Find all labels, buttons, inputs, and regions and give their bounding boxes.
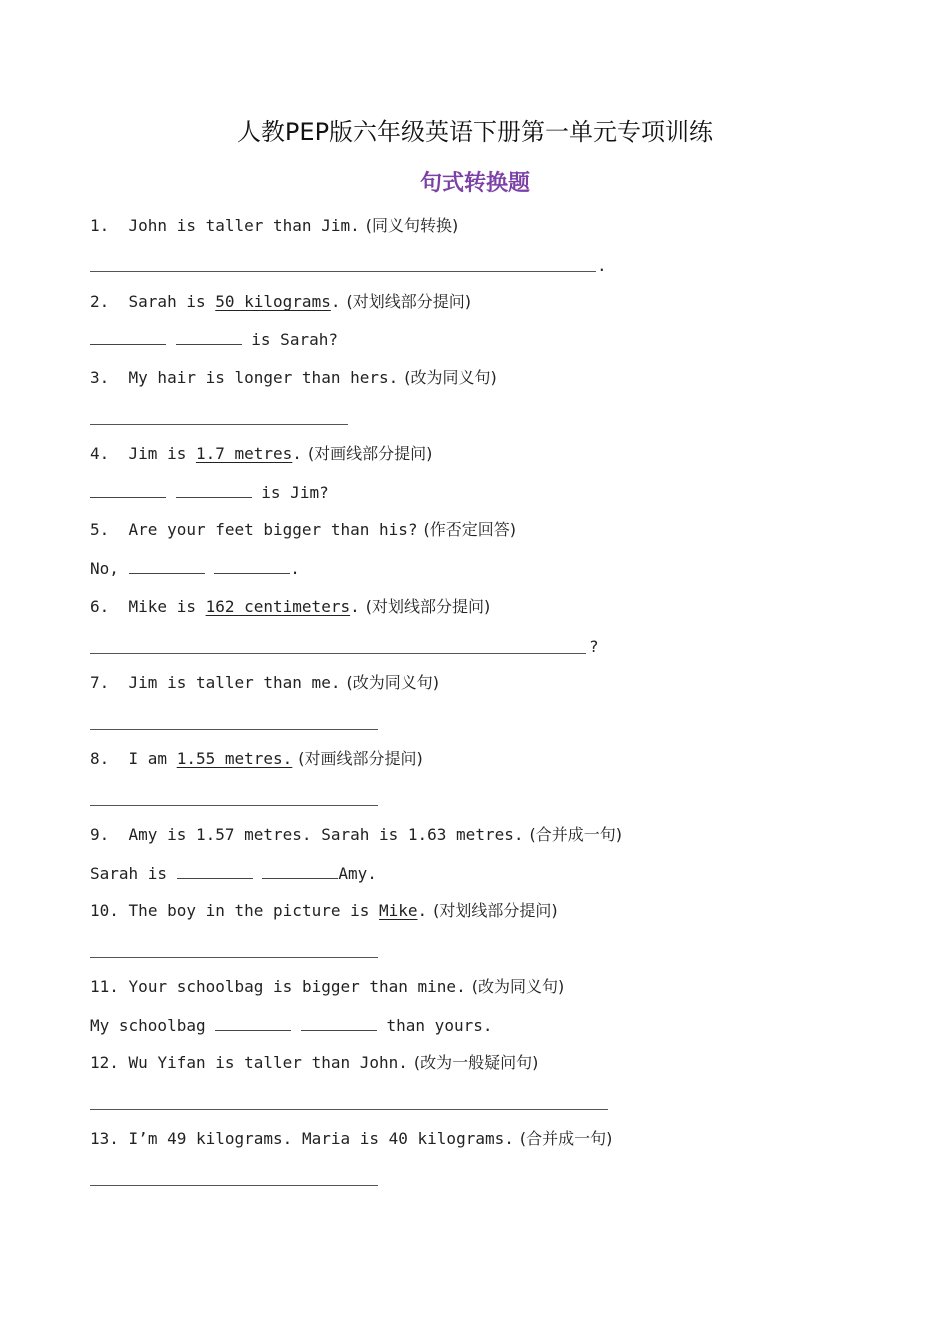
blank[interactable] bbox=[176, 481, 252, 498]
q-number: 7. bbox=[90, 673, 110, 692]
blank[interactable] bbox=[90, 481, 166, 498]
answer-end-1: . bbox=[597, 256, 607, 275]
underlined-part: Mike bbox=[379, 901, 418, 920]
q-instruction: (改为一般疑问句) bbox=[413, 1053, 539, 1072]
answer-text: than yours. bbox=[386, 1016, 493, 1035]
answer-4 bbox=[90, 481, 329, 505]
answer-text: is Jim? bbox=[261, 483, 329, 502]
question-10 bbox=[90, 899, 558, 923]
answer-line-10[interactable] bbox=[90, 957, 378, 958]
q-instruction: (改为同义句) bbox=[346, 673, 439, 692]
blank[interactable] bbox=[215, 1014, 291, 1031]
question-9 bbox=[90, 823, 622, 847]
answer-end: . bbox=[290, 559, 300, 578]
answer-line-7[interactable] bbox=[90, 729, 378, 730]
answer-9 bbox=[90, 862, 377, 886]
question-3 bbox=[90, 366, 497, 390]
q-text-end: . bbox=[417, 901, 428, 920]
answer-line-3[interactable] bbox=[90, 424, 348, 425]
question-11 bbox=[90, 975, 564, 999]
question-12 bbox=[90, 1051, 538, 1075]
q-text: I am bbox=[128, 749, 177, 768]
answer-line-1[interactable] bbox=[90, 271, 596, 272]
q-text: Amy is 1.57 metres. Sarah is 1.63 metres. bbox=[128, 825, 524, 844]
underlined-part: 50 kilograms bbox=[215, 292, 331, 311]
question-7 bbox=[90, 671, 439, 695]
section-subtitle: 句式转换题 bbox=[419, 171, 530, 196]
q-number: 4. bbox=[90, 444, 110, 463]
q-number: 2. bbox=[90, 292, 110, 311]
page-title: 人教PEP版六年级英语下册第一单元专项训练 bbox=[236, 118, 714, 146]
question-2 bbox=[90, 290, 471, 314]
q-number: 8. bbox=[90, 749, 110, 768]
underlined-part: 1.7 metres bbox=[195, 444, 293, 463]
answer-text: My schoolbag bbox=[90, 1016, 206, 1035]
q-number: 10. bbox=[90, 901, 119, 920]
blank[interactable] bbox=[177, 862, 253, 879]
q-text: Sarah is bbox=[128, 292, 216, 311]
question-5 bbox=[90, 518, 516, 542]
q-instruction: (改为同义句) bbox=[404, 368, 497, 387]
question-4 bbox=[90, 442, 432, 466]
q-instruction: (合并成一句) bbox=[529, 825, 622, 844]
underlined-part: 1.55 metres. bbox=[176, 749, 293, 768]
answer-line-6[interactable] bbox=[90, 653, 586, 654]
answer-5 bbox=[90, 557, 300, 581]
blank[interactable] bbox=[90, 328, 166, 345]
q-text: My hair is longer than hers. bbox=[128, 368, 399, 387]
answer-text: No, bbox=[90, 559, 119, 578]
q-number: 12. bbox=[90, 1053, 119, 1072]
question-13 bbox=[90, 1127, 612, 1151]
q-number: 3. bbox=[90, 368, 110, 387]
answer-text: Amy. bbox=[338, 864, 377, 883]
blank[interactable] bbox=[262, 862, 338, 879]
blank[interactable] bbox=[214, 557, 290, 574]
q-number: 11. bbox=[90, 977, 119, 996]
q-instruction: (对画线部分提问) bbox=[307, 444, 433, 463]
question-1 bbox=[90, 214, 458, 238]
q-instruction: (改为同义句) bbox=[471, 977, 565, 996]
q-text: Jim is bbox=[128, 444, 196, 463]
answer-2 bbox=[90, 328, 338, 352]
answer-line-12[interactable] bbox=[90, 1109, 608, 1110]
q-text-end: . bbox=[292, 444, 302, 463]
q-text-end: . bbox=[350, 597, 360, 616]
q-number: 1. bbox=[90, 216, 110, 235]
answer-line-8[interactable] bbox=[90, 805, 378, 806]
q-text: Wu Yifan is taller than John. bbox=[128, 1053, 408, 1072]
q-text: Jim is taller than me. bbox=[128, 673, 341, 692]
answer-text: Sarah is bbox=[90, 864, 168, 883]
q-text: Mike is bbox=[128, 597, 206, 616]
q-instruction: (对划线部分提问) bbox=[433, 901, 558, 920]
q-instruction: (合并成一句) bbox=[519, 1129, 613, 1148]
q-instruction: (对划线部分提问) bbox=[346, 292, 471, 311]
question-8 bbox=[90, 747, 423, 771]
q-text: Your schoolbag is bigger than mine. bbox=[128, 977, 466, 996]
q-instruction: (同义句转换) bbox=[365, 216, 459, 235]
answer-text: is Sarah? bbox=[251, 330, 338, 349]
q-instruction: (作否定回答) bbox=[423, 520, 517, 539]
q-number: 6. bbox=[90, 597, 110, 616]
q-text: John is taller than Jim. bbox=[128, 216, 360, 235]
q-instruction: (对画线部分提问) bbox=[298, 749, 423, 768]
underlined-part: 162 centimeters bbox=[205, 597, 351, 616]
q-text: Are your feet bigger than his? bbox=[128, 520, 418, 539]
q-number: 5. bbox=[90, 520, 110, 539]
q-instruction: (对划线部分提问) bbox=[365, 597, 491, 616]
q-text: The boy in the picture is bbox=[128, 901, 379, 920]
answer-line-13[interactable] bbox=[90, 1185, 378, 1186]
q-number: 13. bbox=[90, 1129, 119, 1148]
question-6 bbox=[90, 595, 490, 619]
answer-end-6: ? bbox=[589, 637, 599, 656]
answer-11 bbox=[90, 1014, 492, 1038]
blank[interactable] bbox=[176, 328, 242, 345]
q-text-end: . bbox=[330, 292, 341, 311]
q-number: 9. bbox=[90, 825, 110, 844]
q-text: I’m 49 kilograms. Maria is 40 kilograms. bbox=[128, 1129, 514, 1148]
blank[interactable] bbox=[129, 557, 205, 574]
blank[interactable] bbox=[301, 1014, 377, 1031]
